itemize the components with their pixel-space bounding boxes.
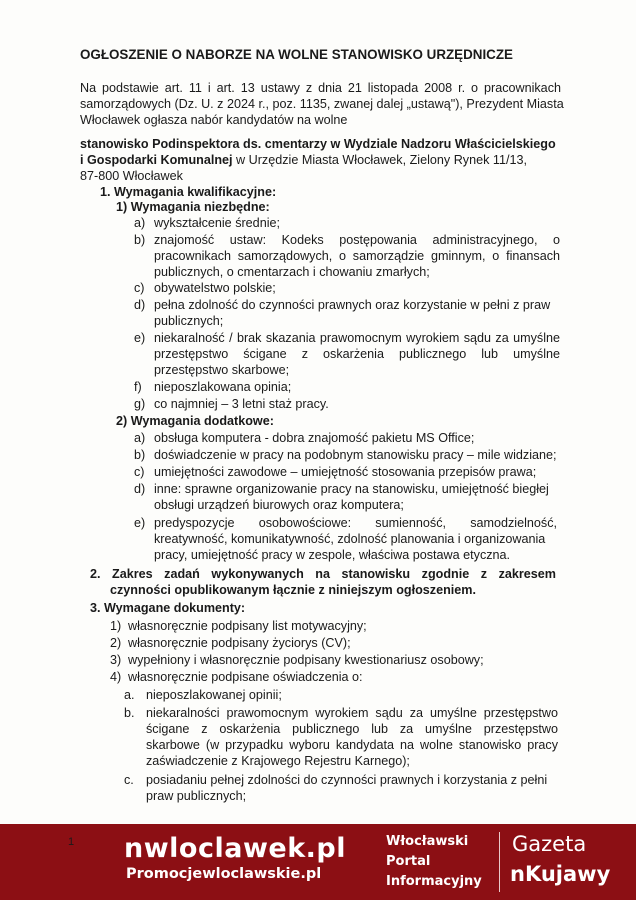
position-line	[80, 152, 527, 168]
intro-line: samorządowych (Dz. U. z 2024 r., poz. 1135, zwanej dalej „ustawą"), Prezydent Miasta	[80, 97, 564, 111]
list-marker: 3)	[110, 653, 122, 667]
list-item: zaświadczenie z Krajowego Rejestru Karnego);	[146, 754, 410, 768]
list-item: doświadczenie w pracy na podobnym stanowisku pracy – mile widziane;	[154, 448, 557, 462]
section-heading: 2. Zakres zadań wykonywanych na stanowisku zgodnie z zakresem	[90, 567, 556, 581]
list-item: własnoręcznie podpisany list motywacyjny;	[128, 619, 367, 633]
list-item: niekaralności prawomocnym wyrokiem sądu za umyślne przestępstwo	[146, 706, 558, 720]
section-heading: 3. Wymagane dokumenty:	[90, 601, 246, 615]
list-item: niekaralność / brak skazania prawomocnym wyrokiem sądu za umyślne	[154, 331, 560, 345]
list-marker: d)	[134, 298, 146, 312]
list-marker: d)	[134, 482, 146, 496]
section-heading: 1. Wymagania kwalifikacyjne:	[100, 185, 277, 199]
list-marker: 1)	[110, 619, 122, 633]
list-item: wypełniony i własnoręcznie podpisany kwestionariusz osobowy;	[128, 653, 484, 667]
watermark-nkujawy-label: nKujawy	[510, 862, 611, 886]
intro-line: Włocławek ogłasza nabór kandydatów na wolne	[80, 113, 348, 127]
list-marker: c.	[124, 773, 134, 787]
list-marker: a.	[124, 688, 135, 702]
watermark-promo-logo: Promocjewloclawskie.pl	[126, 866, 322, 882]
list-item: obywatelstwo polskie;	[154, 281, 276, 295]
list-marker: a)	[134, 216, 146, 230]
watermark-divider	[499, 832, 500, 892]
list-item: skarbowe (w przypadku wyboru kandydata na wolne stanowisko pracy	[146, 738, 558, 752]
list-item: predyspozycje osobowościowe: sumienność, samodzielność,	[154, 516, 557, 530]
list-marker: a)	[134, 431, 146, 445]
list-item: nieposzlakowanej opinii;	[146, 688, 282, 702]
list-item: pełna zdolność do czynności prawnych oraz korzystanie w pełni z praw	[154, 298, 551, 312]
list-item: pracownikach samorządowych, o samorządzie gminnym, o finansach	[154, 249, 560, 263]
section-heading: czynności opublikowanym łącznie z niniejszym ogłoszeniem.	[110, 583, 477, 597]
watermark-portal-line: Portal	[386, 854, 431, 869]
list-item: własnoręcznie podpisane oświadczenia o:	[128, 670, 363, 684]
page-number: 1	[68, 836, 75, 848]
list-marker: c)	[134, 281, 145, 295]
list-item: obsługi urządzeń biurowych oraz komputera;	[154, 498, 404, 512]
list-item: własnoręcznie podpisany życiorys (CV);	[128, 636, 351, 650]
list-marker: 4)	[110, 670, 122, 684]
list-item: publicznych, o cmentarzach i chowaniu zmarłych;	[154, 265, 430, 279]
list-item: praw publicznych;	[146, 789, 247, 803]
list-item: znajomość ustaw: Kodeks postępowania administracyjnego, o	[154, 233, 560, 247]
list-item: ścigane z oskarżenia publicznego lub za umyślne przestępstwo	[146, 722, 558, 736]
office-address: w Urzędzie Miasta Włocławek, Zielony Rynek 11/13,	[232, 153, 527, 167]
list-item: inne: sprawne organizowanie pracy na stanowisku, umiejętność biegłej	[154, 482, 549, 496]
list-item: co najmniej – 3 letni staż pracy.	[154, 397, 329, 411]
list-item: przestępstwo skarbowe;	[154, 363, 290, 377]
list-marker: c)	[134, 465, 145, 479]
intro-line: Na podstawie art. 11 i art. 13 ustawy z dnia 21 listopada 2008 r. o pracownikach	[80, 81, 561, 95]
list-marker: g)	[134, 397, 146, 411]
list-marker: b)	[134, 448, 146, 462]
department-name: i Gospodarki Komunalnej	[80, 153, 233, 167]
list-item: umiejętności zawodowe – umiejętność stosowania przepisów prawa;	[154, 465, 537, 479]
document-title: OGŁOSZENIE O NABORZE NA WOLNE STANOWISKO URZĘDNICZE	[80, 47, 513, 62]
list-item: nieposzlakowana opinia;	[154, 380, 292, 394]
subsection-heading: 1) Wymagania niezbędne:	[116, 200, 270, 214]
position-line: stanowisko Podinspektora ds. cmentarzy w Wydziale Nadzoru Właścicielskiego	[80, 137, 556, 151]
list-marker: e)	[134, 331, 146, 345]
list-item: publicznych;	[154, 314, 224, 328]
list-marker: b.	[124, 706, 135, 720]
watermark-portal-line: Informacyjny	[386, 874, 482, 889]
list-item: obsługa komputera - dobra znajomość pakietu MS Office;	[154, 431, 475, 445]
list-item: pracy, umiejętność pracy w zespole, właściwa postawa etyczna.	[154, 548, 511, 562]
list-item: kreatywność, komunikatywność, zdolność planowania i organizowania	[154, 532, 546, 546]
watermark-portal-line: Włocławski	[386, 834, 469, 849]
subsection-heading: 2) Wymagania dodatkowe:	[116, 414, 274, 428]
list-item: przestępstwo ścigane z oskarżenia publicznego lub umyślne	[154, 347, 560, 361]
watermark-gazeta-label: Gazeta	[512, 832, 587, 856]
list-item: wykształcenie średnie;	[154, 216, 280, 230]
position-line: 87-800 Włocławek	[80, 169, 183, 183]
list-marker: 2)	[110, 636, 122, 650]
list-marker: b)	[134, 233, 146, 247]
list-marker: e)	[134, 516, 146, 530]
list-marker: f)	[134, 380, 142, 394]
list-item: posiadaniu pełnej zdolności do czynności prawnych i korzystania z pełni	[146, 773, 548, 787]
watermark-site-logo: nwloclawek.pl	[124, 833, 346, 864]
